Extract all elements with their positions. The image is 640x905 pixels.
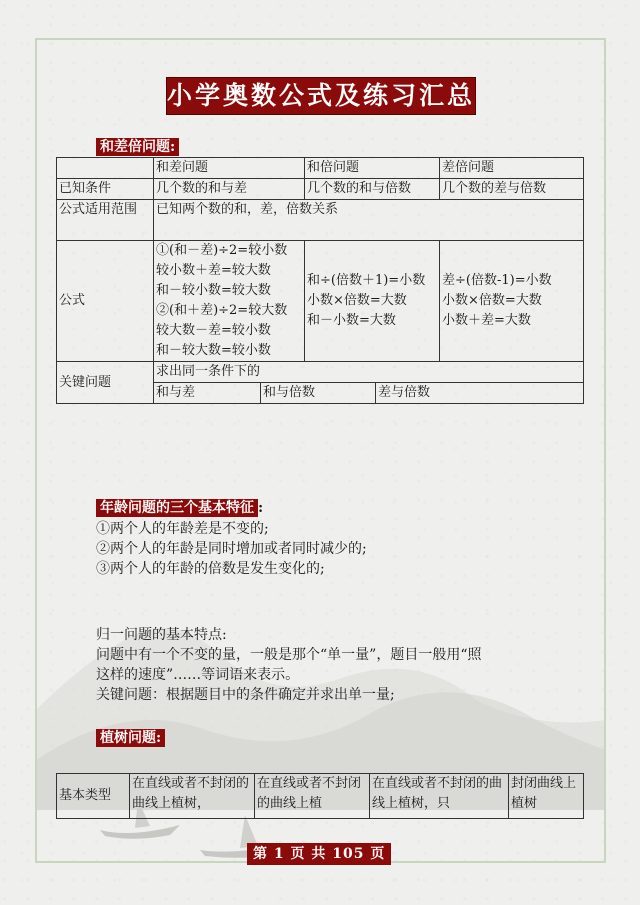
sum-diff-multiple-table xyxy=(56,157,584,404)
header-cell: 和倍问题 xyxy=(305,158,440,179)
formula-line: 小数×倍数=大数 xyxy=(307,293,407,308)
page-title: 小学奥数公式及练习汇总 xyxy=(166,77,476,115)
header-empty-cell xyxy=(57,158,154,179)
formula-cell-diff-multiple xyxy=(440,241,584,362)
page-number-badge: 第 1 页 共 105 页 xyxy=(247,843,391,865)
header-cell: 和差问题 xyxy=(154,158,305,179)
list-item: ③两个人的年龄的倍数是发生变化的; xyxy=(96,561,325,577)
formula-line: 和－较小数=较大数 xyxy=(156,283,271,298)
tag-suffix: : xyxy=(258,500,264,516)
list-item: ①两个人的年龄差是不变的; xyxy=(96,521,269,537)
key-problem-value: 和与倍数 xyxy=(261,383,376,403)
row-label: 已知条件 xyxy=(57,179,154,200)
section-tag-sum-diff-multiple: 和差倍问题: xyxy=(96,138,179,156)
unit-problem-section xyxy=(96,625,566,705)
formula-cell-sum-multiple xyxy=(305,241,440,362)
tree-planting-table xyxy=(56,773,584,819)
table-cell: 封闭曲线上植树 xyxy=(509,774,584,819)
formula-line: ②(和＋差)÷2=较大数 xyxy=(156,303,288,318)
table-cell: 几个数的和与倍数 xyxy=(305,179,440,200)
paragraph-line: 关键问题：根据题目中的条件确定并求出单一量; xyxy=(96,687,395,703)
key-problem-intro: 求出同一条件下的 xyxy=(154,362,583,383)
age-section-list xyxy=(96,519,367,579)
formula-line: 和－小数=大数 xyxy=(307,313,396,328)
table-cell: 在直线或者不封闭的曲线上植树，只 xyxy=(370,774,509,819)
section-tag-tree-planting: 植树问题: xyxy=(96,729,165,747)
formula-line: 小数＋差=大数 xyxy=(442,313,531,328)
section-heading: 归一问题的基本特点: xyxy=(96,627,227,643)
formula-cell-sum-diff xyxy=(154,241,305,362)
key-problem-value: 差与倍数 xyxy=(378,385,431,400)
table-cell: 几个数的和与差 xyxy=(154,179,305,200)
row-label: 公式 xyxy=(57,241,154,362)
key-problem-values xyxy=(154,383,583,403)
age-section-header xyxy=(96,499,263,517)
paragraph-line: 问题中有一个不变的量，一般是那个“单一量”，题目一般用“照 xyxy=(96,647,482,663)
table-cell: 在直线或者不封闭的曲线上植 xyxy=(255,774,370,819)
header-cell: 差倍问题 xyxy=(440,158,584,179)
key-problem-cell xyxy=(154,362,584,404)
table-cell: 几个数的差与倍数 xyxy=(440,179,584,200)
formula-line: 较小数＋差=较大数 xyxy=(156,263,271,278)
formula-line: 较大数－差=较小数 xyxy=(156,323,271,338)
formula-line: 小数×倍数=大数 xyxy=(442,293,542,308)
key-problem-value: 和与差 xyxy=(154,383,261,403)
list-item: ②两个人的年龄是同时增加或者同时减少的; xyxy=(96,541,367,557)
row-label: 关键问题 xyxy=(57,362,154,404)
row-label: 公式适用范围 xyxy=(57,200,154,241)
formula-line: 和÷(倍数＋1)=小数 xyxy=(307,273,426,288)
formula-line: 差÷(倍数-1)=小数 xyxy=(442,273,552,288)
row-label: 基本类型 xyxy=(57,774,130,819)
table-cell: 已知两个数的和，差，倍数关系 xyxy=(154,200,584,241)
formula-line: 和－较大数=较小数 xyxy=(156,343,271,358)
section-tag-age: 年龄问题的三个基本特征 xyxy=(96,499,258,517)
formula-line: ①(和－差)÷2=较小数 xyxy=(156,243,288,258)
paragraph-line: 这样的速度”……等词语来表示。 xyxy=(96,667,300,683)
table-cell: 在直线或者不封闭的曲线上植树， xyxy=(130,774,255,819)
